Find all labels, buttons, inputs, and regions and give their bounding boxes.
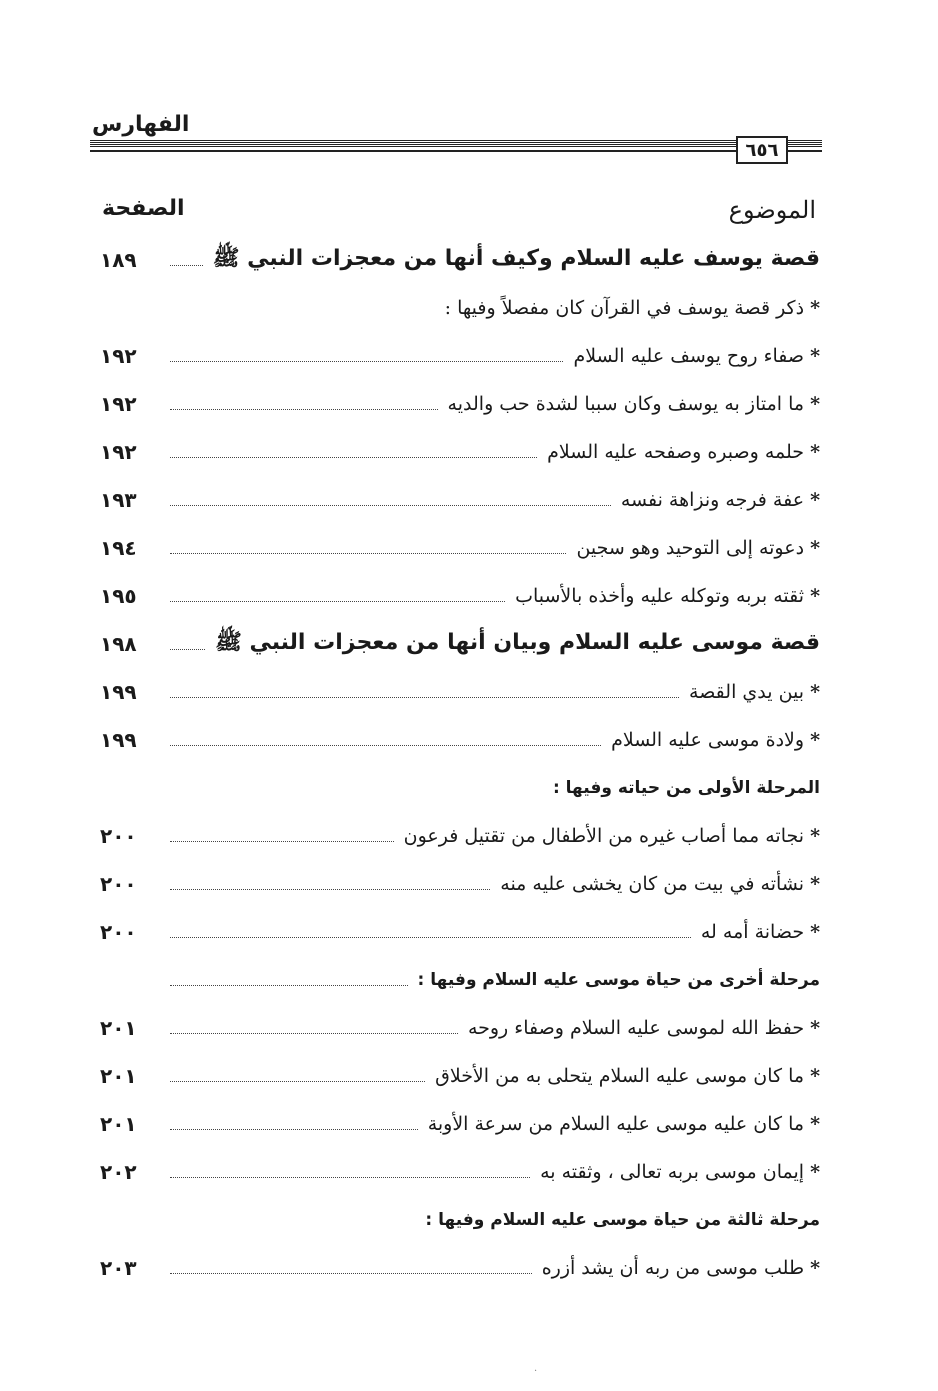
dot-leader — [170, 1177, 530, 1178]
bullet-star-icon: * — [810, 345, 820, 367]
dot-leader — [170, 985, 408, 986]
toc-entry — [100, 1056, 820, 1096]
toc-entry-title — [500, 873, 820, 895]
toc-entry-text: دعوته إلى التوحيد وهو سجين — [576, 537, 805, 559]
toc-entry-title — [445, 297, 820, 319]
toc-entry-title — [435, 1065, 820, 1087]
toc-entry-title — [425, 1210, 820, 1230]
toc-entry-text: بين يدي القصة — [689, 681, 805, 703]
toc-entry-title — [215, 628, 820, 660]
toc-entry-page: ١٩٢ — [100, 392, 137, 416]
toc-entry — [100, 384, 820, 424]
toc-entry-page: ١٩٩ — [100, 680, 137, 704]
toc-entry — [100, 336, 820, 376]
toc-entry-title — [540, 1161, 820, 1183]
dot-leader — [170, 697, 679, 698]
toc-entry — [100, 720, 820, 760]
toc-entry-page: ١٩٢ — [100, 440, 137, 464]
dot-leader — [170, 1273, 532, 1274]
dot-leader — [170, 457, 537, 458]
bullet-star-icon: * — [810, 681, 820, 703]
bullet-star-icon: * — [810, 393, 820, 415]
header-rule-bottom — [90, 150, 822, 152]
toc-entry-title — [573, 345, 820, 367]
toc-entry-text: صفاء روح يوسف عليه السلام — [573, 345, 805, 367]
dot-leader — [170, 409, 438, 410]
toc-entry-text: قصة يوسف عليه السلام وكيف أنها من معجزات النبي ﷺ — [212, 246, 820, 271]
dot-leader — [170, 505, 611, 506]
toc-entry-page: ١٩٥ — [100, 584, 137, 608]
toc-entry-page: ١٩٢ — [100, 344, 137, 368]
toc-entry-page: ٢٠٠ — [100, 824, 137, 848]
toc-entry-text: حفظ الله لموسى عليه السلام وصفاء روحه — [467, 1017, 805, 1039]
toc-entry-page: ٢٠١ — [100, 1016, 137, 1040]
toc-entry-text: حلمه وصبره وصفحه عليه السلام — [547, 441, 805, 463]
bullet-star-icon: * — [810, 921, 820, 943]
running-title: الفهارس — [92, 112, 190, 137]
toc-entry-text: طلب موسى من ربه أن يشد أزره — [541, 1257, 805, 1279]
toc-entry-text: ما كان موسى عليه السلام يتحلى به من الأخلاق — [435, 1065, 805, 1087]
toc-entry-page: ١٨٩ — [100, 248, 137, 272]
toc-entry-title — [515, 585, 820, 607]
toc-entry-text: ما كان عليه موسى عليه السلام من سرعة الأوبة — [427, 1113, 805, 1135]
toc-entry-text: مرحلة أخرى من حياة موسى عليه السلام وفيها : — [417, 970, 820, 990]
bullet-star-icon: * — [810, 1113, 820, 1135]
toc-entry-text: حضانة أمه له — [700, 921, 805, 943]
page-column-label: الصفحة — [102, 196, 185, 221]
bullet-star-icon: * — [810, 1017, 820, 1039]
dot-leader — [170, 361, 563, 362]
toc-entry — [100, 816, 820, 856]
toc-entry-title — [468, 1017, 820, 1039]
toc-entry — [100, 576, 820, 616]
toc-entry — [100, 960, 820, 1000]
dot-leader — [170, 937, 691, 938]
toc-entry — [100, 528, 820, 568]
toc-entry-page: ١٩٣ — [100, 488, 137, 512]
toc-entry-text: إيمان موسى بربه تعالى ، وثقته به — [540, 1161, 805, 1183]
toc-entry — [100, 1200, 820, 1240]
toc-entry-page: ٢٠١ — [100, 1064, 137, 1088]
dot-leader — [170, 649, 205, 650]
dot-leader — [170, 601, 505, 602]
toc-entry — [100, 1152, 820, 1192]
page-number: ٦٥٦ — [736, 136, 788, 164]
toc-entry — [100, 912, 820, 952]
toc-entry — [100, 768, 820, 808]
toc-entry-text: نشأته في بيت من كان يخشى عليه منه — [500, 873, 805, 895]
toc-entry-text: عفة فرجه ونزاهة نفسه — [620, 489, 805, 511]
toc-entry — [100, 1248, 820, 1288]
dot-leader — [170, 841, 394, 842]
bullet-star-icon: * — [810, 489, 820, 511]
toc-entry-title — [621, 489, 820, 511]
bullet-star-icon: * — [810, 873, 820, 895]
toc-entry-text: المرحلة الأولى من حياته وفيها : — [552, 778, 820, 798]
bullet-star-icon: * — [810, 1065, 820, 1087]
dot-leader — [170, 265, 203, 266]
toc-entry — [100, 864, 820, 904]
toc-entry-page: ١٩٨ — [100, 632, 137, 656]
dot-leader — [170, 745, 601, 746]
toc-entry-title — [611, 729, 820, 751]
toc-entry-title — [547, 441, 820, 463]
toc-entry-title — [553, 778, 820, 798]
toc-entry-text: ذكر قصة يوسف في القرآن كان مفصلاً وفيها : — [444, 297, 805, 319]
toc-entry-title — [213, 244, 820, 276]
toc-entry-title — [542, 1257, 820, 1279]
toc-entry-text: قصة موسى عليه السلام وبيان أنها من معجزات النبي ﷺ — [215, 630, 820, 655]
bullet-star-icon: * — [810, 441, 820, 463]
toc-entry — [100, 240, 820, 280]
dot-leader — [170, 1033, 458, 1034]
toc-entry — [100, 672, 820, 712]
toc-entry-text: نجاته مما أصاب غيره من الأطفال من تقتيل فرعون — [403, 825, 805, 847]
bullet-star-icon: * — [810, 729, 820, 751]
toc-entry-title — [428, 1113, 820, 1135]
toc-entry — [100, 288, 820, 328]
dot-leader — [170, 1129, 418, 1130]
bullet-star-icon: * — [810, 825, 820, 847]
toc-entry-page: ٢٠٢ — [100, 1160, 137, 1184]
toc-entry-text: مرحلة ثالثة من حياة موسى عليه السلام وفيها : — [425, 1210, 820, 1230]
dot-leader — [170, 553, 566, 554]
toc-entry-title — [689, 681, 820, 703]
toc-entry — [100, 432, 820, 472]
toc-entry — [100, 624, 820, 664]
toc-entry — [100, 1104, 820, 1144]
dot-leader — [170, 1081, 425, 1082]
toc-entry — [100, 1008, 820, 1048]
scan-mark: · — [534, 1366, 538, 1377]
toc-entry-page: ١٩٩ — [100, 728, 137, 752]
toc-entry-title — [418, 970, 820, 990]
toc-entry — [100, 480, 820, 520]
toc-entry-title — [576, 537, 820, 559]
bullet-star-icon: * — [810, 1257, 820, 1279]
toc-entry-text: ولادة موسى عليه السلام — [611, 729, 805, 751]
bullet-star-icon: * — [810, 585, 820, 607]
toc-entry-page: ٢٠٣ — [100, 1256, 137, 1280]
dot-leader — [170, 889, 490, 890]
bullet-star-icon: * — [810, 297, 820, 319]
toc-entry-text: ما امتاز به يوسف وكان سببا لشدة حب والديه — [447, 393, 805, 415]
toc-entry-page: ٢٠١ — [100, 1112, 137, 1136]
toc-entry-text: ثقته بربه وتوكله عليه وأخذه بالأسباب — [515, 585, 805, 607]
bullet-star-icon: * — [810, 1161, 820, 1183]
toc-entry-page: ٢٠٠ — [100, 920, 137, 944]
toc-entry-title — [448, 393, 820, 415]
toc-entry-page: ١٩٤ — [100, 536, 137, 560]
toc-entry-title — [701, 921, 820, 943]
bullet-star-icon: * — [810, 537, 820, 559]
header-rule — [90, 140, 822, 148]
toc-entry-page: ٢٠٠ — [100, 872, 137, 896]
toc-entry-title — [404, 825, 820, 847]
topic-column-label: الموضوع — [728, 196, 816, 224]
